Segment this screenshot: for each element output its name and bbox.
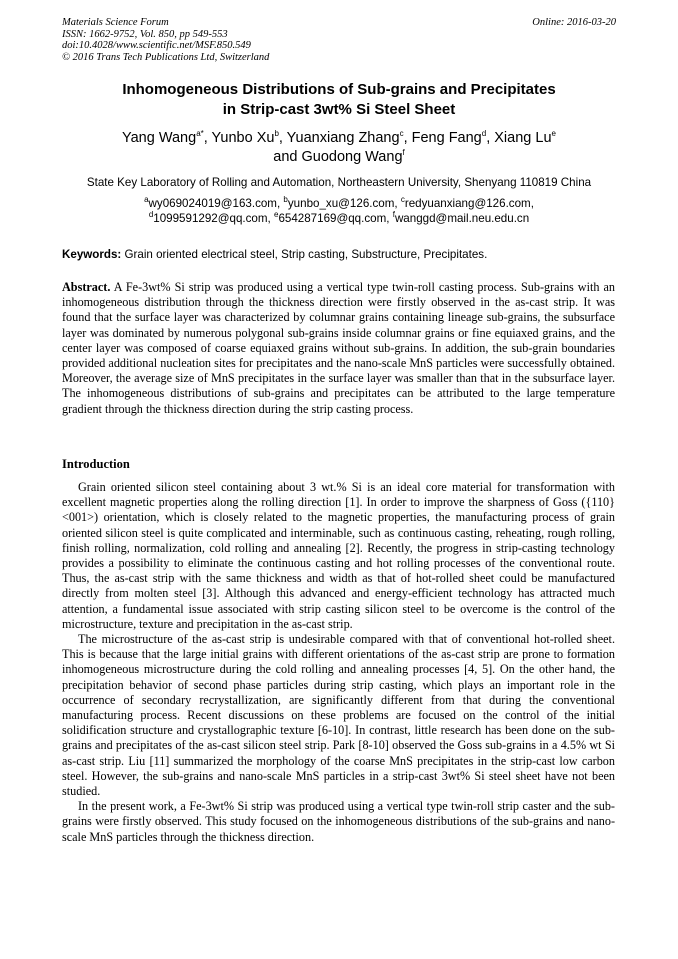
author-name: , Yunbo Xu [203, 130, 275, 146]
email-marker: b [283, 195, 288, 205]
keywords [62, 247, 616, 262]
online-date: Online: 2016-03-20 [532, 17, 616, 28]
abstract-text: A Fe-3wt% Si strip was produced using a vertical type twin-roll casting process. Sub-grains with an inhomogeneous distribution through the thickness direction were firstly observed in the as-cast strip. It was found that the surface layer was characterized by columnar grains containing lineage sub-grains, the subsurface layer was dominated by numerous polygonal sub-grains inside columnar grains or fine equiaxed grains, and the center layer was composed of coarse equiaxed grains without sub-grains. In addition, the sub-grain boundaries provided additional nucleation sites for precipitates and the nano-scale MnS particles were successfully obtained. Moreover, the average size of MnS precipitates in the surface layer was smaller than that in the subsurface layer. The inhomogeneous distributions of sub-grains and precipitates can be attributed to the large temperature gradient through the thickness direction during the strip casting process. [62, 280, 615, 416]
author-line-1 [62, 129, 616, 148]
author-marker: c [399, 129, 404, 139]
email-marker: a [144, 195, 149, 205]
paragraph: In the present work, a Fe-3wt% Si strip was produced using a vertical type twin-roll strip caster and the sub-grains were firstly observed. This study focused on the inhomogeneous distributions of the sub-grains and nano-scale MnS particles through the thickness direction. [62, 799, 615, 844]
author-marker: b [274, 129, 279, 139]
email-address: redyuanxiang@126.com, [404, 197, 534, 210]
author-list [62, 129, 616, 167]
author-name: , Feng Fang [403, 130, 482, 146]
email-address: 654287169@qq.com, [278, 212, 393, 225]
author-marker: d [481, 129, 487, 139]
email-address: wy069024019@163.com, [148, 197, 284, 210]
title-line-2: in Strip-cast 3wt% Si Steel Sheet [222, 101, 456, 118]
section-heading-introduction: Introduction [62, 457, 130, 471]
author-line-2 [62, 148, 616, 167]
issn-line: ISSN: 1662-9752, Vol. 850, pp 549-553 [62, 28, 228, 40]
email-address: yunbo_xu@126.com, [287, 197, 401, 210]
email-marker: f [392, 210, 395, 220]
journal-name: Materials Science Forum [62, 17, 169, 28]
paper-title [62, 80, 616, 120]
email-marker: c [400, 195, 405, 205]
abstract [62, 280, 615, 417]
author-name: and Guodong Wang [273, 149, 403, 165]
title-line-1: Inhomogeneous Distributions of Sub-grains and Precipitates [122, 81, 556, 98]
keywords-text: Grain oriented electrical steel, Strip casting, Substructure, Precipitates. [121, 248, 488, 261]
email-list [62, 196, 616, 226]
email-marker: e [273, 210, 279, 220]
running-header [62, 17, 269, 63]
doi-line: doi:10.4028/www.scientific.net/MSF.850.549 [62, 40, 251, 51]
email-address: 1099591292@qq.com, [153, 212, 274, 225]
paragraph: The microstructure of the as-cast strip is undesirable compared with that of conventional hot-rolled sheet. This is because that the large initial grains with different orientations of the as-cast strip are prone to formation inhomogeneous microstructure during the cold rolling and annealing processes [4, 5]. On the other hand, the precipitation behavior of second phase particles during strip casting, which plays an important role in the occurrence of secondary recrystallization, are significantly different from that during the conventional manufacturing process. Recent discussions on these problems are focused on the control of the initial solidification structure and crystallographic texture [6-10]. In contrast, little research has been done on the sub-grains and precipitates of the as-cast silicon steel strip. Park [8-10] observed the Goss sub-grains in a 4.5% wt Si as-cast strip. Liu [11] summarized the morphology of the coarse MnS precipitates in the strip-cast low carbon steel. However, the sub-grains and nano-scale MnS particles in a strip-cast 3wt% Si steel sheet have not been studied. [62, 632, 615, 799]
paragraph: Grain oriented silicon steel containing about 3 wt.% Si is an ideal core material for transformation with excellent magnetic properties along the rolling direction [1]. In order to improve the sharpness of Goss ({110}<001>) orientation, which is closely related to the magnetic properties, the manufacturing process of grain oriented silicon steel is quite complicated and interminable, such as continuous casting, reheating, rough rolling, finish rolling, normalization, cold rolling and annealing [2]. Recently, the progress in strip-casting technology provides a possibility to eliminate the continuous casting and hot rolling processes of the conventional route. Thus, the as-cast strip with the same thickness and width as that of hot-rolled sheet could be manufactured directly from molten steel [3]. Although this advanced and energy-efficient technology has attracted much attention, a fundamental issue associated with strip casting silicon steel to be overcome is the control of the microstructure, texture and precipitation in the as-cast strip. [62, 480, 615, 631]
introduction-body [62, 480, 615, 845]
email-marker: d [148, 210, 154, 220]
email-line-2 [62, 211, 616, 226]
keywords-label: Keywords: [62, 248, 122, 261]
abstract-label: Abstract. [62, 280, 111, 294]
email-address: wanggd@mail.neu.edu.cn [394, 212, 530, 225]
author-marker: e [551, 129, 556, 139]
email-line-1 [62, 196, 616, 211]
author-name: , Yuanxiang Zhang [278, 130, 400, 146]
author-marker: f [402, 148, 405, 158]
author-marker: a* [196, 129, 204, 139]
author-name: Yang Wang [122, 130, 197, 146]
affiliation: State Key Laboratory of Rolling and Automation, Northeastern University, Shenyang 110819 China [86, 176, 592, 189]
author-name: , Xiang Lu [486, 130, 552, 146]
copyright-line: © 2016 Trans Tech Publications Ltd, Switzerland [62, 51, 270, 63]
